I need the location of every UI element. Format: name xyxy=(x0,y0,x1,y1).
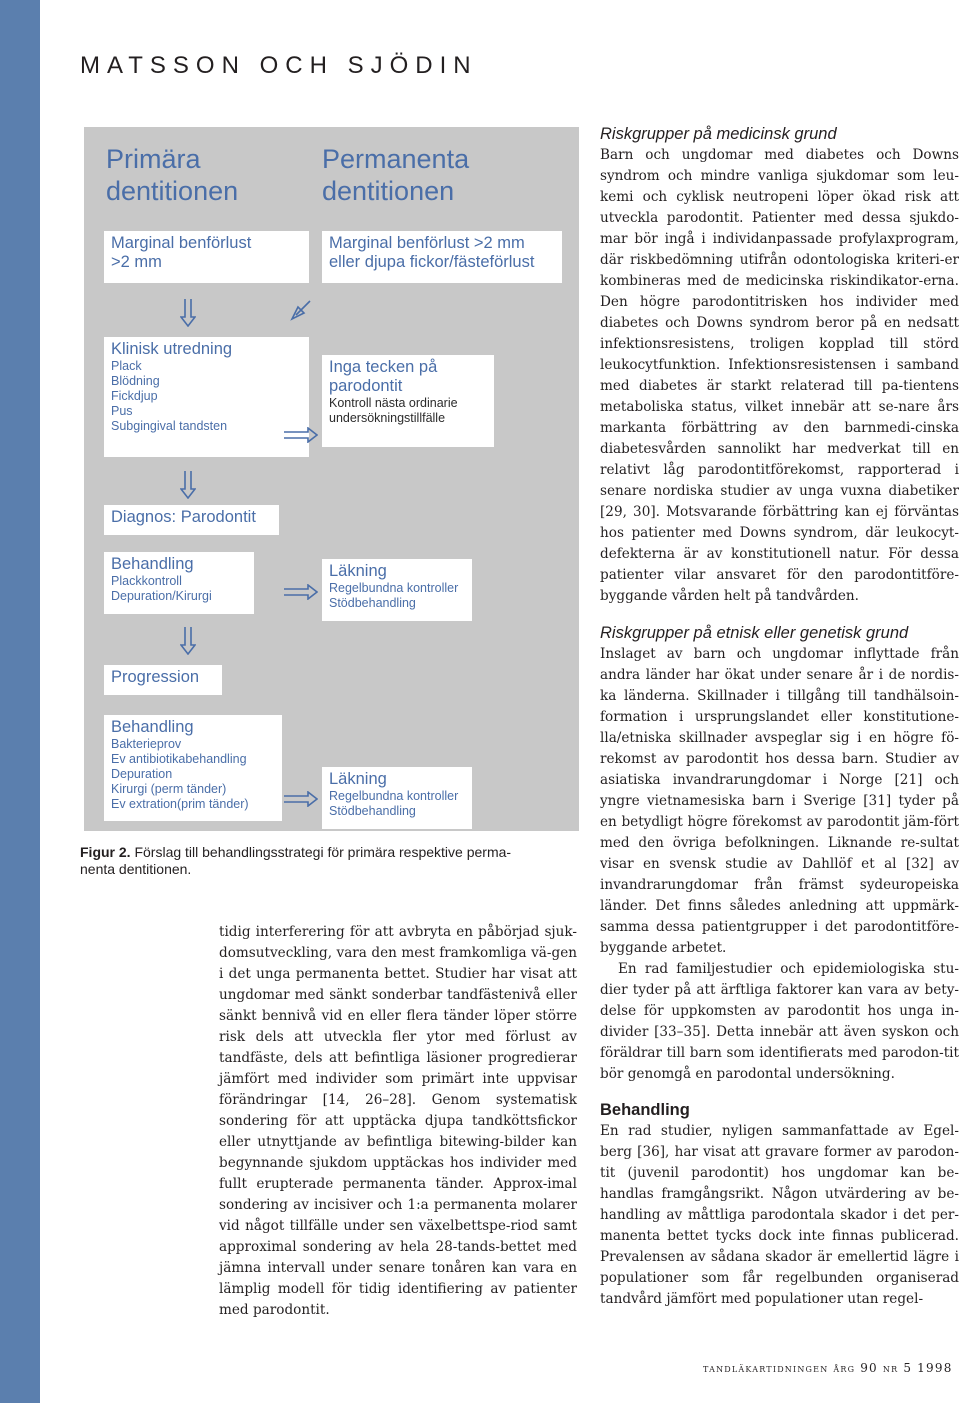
figure-caption: Figur 2. Förslag till behandlingsstrategi för primära respektive perma- nenta dentitionen. xyxy=(80,844,512,877)
box-inga-tecken: Inga tecken på parodontit Kontroll nästa ordinarie undersökningstillfälle xyxy=(322,355,494,447)
box-behandling-1: Behandling Plackkontroll Depuration/Kirurgi xyxy=(104,552,254,614)
body-paragraph: tidig interferering för att avbryta en påbörjad sjuk-domsutveckling, vara den mest framkomliga vä-gen i det unga permanenta bettet. Studier har visat att ungdomar med sänkt sonderbar tandfästenivå eller sänkt bennivå vid en eller flera tänder löper större risk dels att utveckla fler ytor med förlust av tandfäste, dels att befintliga läsioner progredierar jämfört med individer som primärt inte uppvisar förändringar [14, 26–28]. Genom systematisk sondering för att upptäcka djupa tandköttsfickor eller utnyttjande av befintliga bitewing-bilder kan begynnande sjukdom upptäckas hos individer med fullt erupterade permanenta tänder. Approx-imal sondering av incisiver och 1:a permanenta molarer vid något tillfälle under sen växelbettspe-riod samt approximal sondering av hela 28-tands-bettet med jämna intervall under senare tonåren kan vara en lämplig modell för tidig identifiering av patienter med parodontit. xyxy=(219,924,577,1318)
body-paragraph: Barn och ungdomar med diabetes och Downs syndrom och mindre vanliga sjukdomar som leu-kemi och cyklisk neutropeni löper ökad risk att utveckla parodontit. Patienter med dessa sjukdo-mar bör ingå i individanpassade profylaxprogram, där riskbedömning utifrån odontologiska kriteri-er kombineras med de medicinska riskindikator-erna. Den högre parodontitrisken hos individer med diabetes och Downs syndrom beror på en nedsatt infektionsresistens, troligen kopplad till störd leukocytfunktion. Infektionsresistensen i samband med diabetes är starkt relaterad till pa-tientens metaboliska status, vilket innebär att se-nare års markanta förbättring av den barnmedi-cinska diabetesvården sannolikt har medverkat till en relativt låg parodontitförekomst, rapporterad i senare nordiska studier av unga vuxna diabetiker [29, 30]. Motsvarande förbättring kan ej förväntas hos patienter med Downs syndrom, där leukocyt-defekterna är av konstitutionell natur. För dessa patienter vilar ansvaret för den parodontitföre-byggande vården helt på tandvården. xyxy=(600,147,959,604)
section-heading-behandling: Behandling xyxy=(600,1101,690,1119)
down-arrow-icon xyxy=(180,627,196,655)
right-column-title: Permanenta dentitionen xyxy=(322,144,470,206)
right-text-column xyxy=(600,123,959,1310)
box-lakning-2: Läkning Regelbundna kontroller Stödbehandling xyxy=(322,767,472,829)
left-column-title: Primära dentitionen xyxy=(106,144,239,206)
flowchart-figure xyxy=(84,127,579,831)
right-arrow-icon xyxy=(284,791,318,807)
down-arrow-icon xyxy=(180,299,196,327)
box-lakning-1: Läkning Regelbundna kontroller Stödbehandling xyxy=(322,559,472,621)
right-arrow-icon xyxy=(284,584,318,600)
page-footer: tandläkartidningen årg 90 nr 5 1998 xyxy=(703,1361,953,1375)
side-color-band xyxy=(0,0,40,1403)
box-marginal-benforlust-perm: Marginal benförlust >2 mm eller djupa fickor/fästeförlust xyxy=(322,231,562,283)
box-behandling-2: Behandling Bakterieprov Ev antibiotikabehandling Depuration Kirurgi (perm tänder) Ev extration(prim tänder) xyxy=(104,715,282,821)
body-paragraph: En rad familjestudier och epidemiologiska stu-dier tyder på att ärftliga faktorer kan vara av bety-delse för uppkomsten av parodontit hos unga in-divider [33–35]. Detta innebär att även syskon och föräldrar till barn som identifierats med parodon-tit bör genomgå en parodontal undersökning. xyxy=(600,961,959,1082)
box-marginal-benforlust: Marginal benförlust >2 mm xyxy=(104,231,309,283)
box-diagnos: Diagnos: Parodontit xyxy=(104,505,279,535)
running-head: MATSSON OCH SJÖDIN xyxy=(80,52,478,79)
left-text-column xyxy=(219,922,577,1321)
box-progression: Progression xyxy=(104,665,222,695)
body-paragraph: En rad studier, nyligen sammanfattade av Egel-berg [36], har visat att gravare former av parodon-tit (juvenil parodontit) hos ungdomar kan be-handlas framgångsrikt. Någon utvärdering av be-handling av måttliga parodontala skador i det per-manenta bettet tycks dock inte finnas publicerad. Prevalensen av sådana skador är emellertid lägre i populationer som får regelbunden organiserad tandvård jämfört med populationer utan regel- xyxy=(600,1123,959,1307)
diagonal-arrow-icon xyxy=(288,299,312,323)
section-heading-medicinsk: Riskgrupper på medicinsk grund xyxy=(600,125,837,143)
right-arrow-icon xyxy=(284,427,318,443)
body-paragraph: Inslaget av barn och ungdomar inflyttade från andra länder har ökat under senare år i de nordis-ka länderna. Skillnader i tillgång till tandhälsoin-formation i ursprungslandet eller konstitutione-lla/etniska skillnader avspeglar sig i en högre fö-rekomst av parodontit hos dessa barn. Studier av asiatiska invandrarungdomar i Norge [21] och yngre vietnamesiska barn i Sverige [31] tyder på en betydligt högre förekomst av parodontit jäm-fört med den övriga befolkningen. Liknande re-sultat visar en svensk studie av Dahllöf et al [32] av invandrarungdomar från främst sydeuropeiska länder. Det finns således anledning att uppmärk-samma dessa patientgrupper i det parodontitföre-byggande arbetet. xyxy=(600,646,959,956)
section-heading-etnisk: Riskgrupper på etnisk eller genetisk grund xyxy=(600,624,909,642)
down-arrow-icon xyxy=(180,471,196,499)
box-klinisk-utredning: Klinisk utredning Plack Blödning Fickdjup Pus Subgingival tandsten xyxy=(104,337,309,457)
